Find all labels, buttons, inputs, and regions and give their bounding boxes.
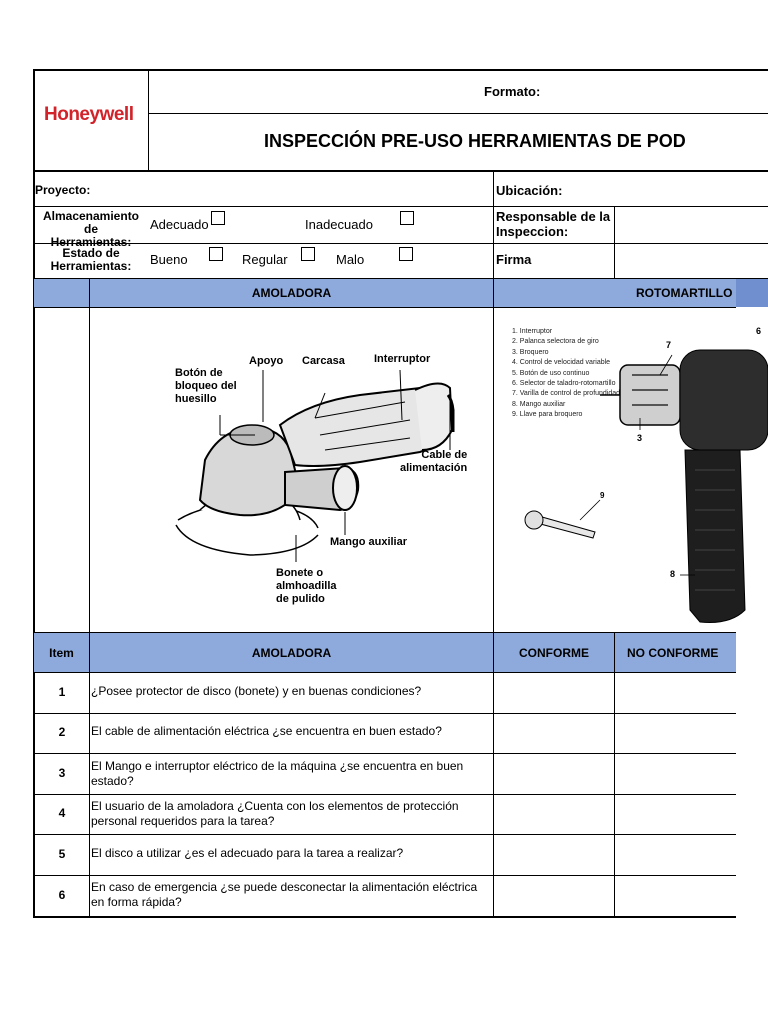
grinder-label-cable: Cable de alimentación — [400, 449, 468, 474]
col-amoladora-header: AMOLADORA — [251, 646, 332, 660]
estado-label: Estado de Herramientas: — [50, 246, 132, 273]
row-number: 4 — [58, 806, 66, 820]
conforme-cell[interactable] — [494, 876, 614, 916]
row-number: 6 — [58, 888, 66, 902]
col-no-conforme-header: NO CONFORME — [627, 646, 719, 660]
responsable-label: Responsable de la Inspeccion: — [496, 209, 611, 239]
proyecto-label: Proyecto: — [35, 183, 91, 197]
row-question: El cable de alimentación eléctrica ¿se encuentra en buen estado? — [91, 724, 442, 738]
grinder-label-carcasa: Carcasa — [302, 355, 345, 367]
row-question: El usuario de la amoladora ¿Cuenta con los elementos de protección personal requeridos para la tarea? — [91, 799, 459, 828]
col-item-header: Item — [49, 646, 74, 660]
almacenamiento-label: Almacenamiento de Herramientas: — [42, 209, 140, 249]
adecuado-checkbox[interactable] — [211, 211, 225, 225]
hammer-parts-list: 1. Interruptor 2. Palanca selectora de giro 3. Broquero 4. Control de velocidad variable 5. Botón de uso continuo 6. Selector de taladro-rotomartillo 7. Varilla de control de profundidad 8. Mango auxiliar 9. Llave para broquero — [512, 328, 621, 419]
rotomartillo-header: ROTOMARTILLO — [636, 286, 733, 300]
conforme-cell[interactable] — [494, 754, 614, 794]
row-number: 1 — [58, 685, 66, 699]
no-conforme-cell[interactable] — [615, 714, 736, 753]
grinder-label-apoyo: Apoyo — [249, 355, 284, 367]
grinder-label-boton: Botón de bloqueo del huesillo — [175, 367, 237, 405]
row-number: 5 — [58, 847, 66, 861]
grinder-label-interruptor: Interruptor — [374, 353, 431, 365]
rotohammer-diagram — [500, 310, 768, 630]
firma-label: Firma — [496, 252, 532, 267]
conforme-cell[interactable] — [494, 795, 614, 834]
conforme-cell[interactable] — [494, 673, 614, 713]
no-conforme-cell[interactable] — [615, 876, 736, 916]
hammer-callout-7: 7 — [666, 340, 672, 350]
conforme-cell[interactable] — [494, 714, 614, 753]
row-question: En caso de emergencia ¿se puede desconectar la alimentación eléctrica en forma rápida? — [91, 880, 478, 909]
inadecuado-checkbox[interactable] — [400, 211, 414, 225]
company-logo: Honeywell — [44, 104, 134, 125]
row-question: ¿Posee protector de disco (bonete) y en buenas condiciones? — [91, 684, 422, 698]
malo-label: Malo — [336, 252, 365, 267]
row-question: El Mango e interruptor eléctrico de la máquina ¿se encuentra en buen estado? — [91, 759, 464, 788]
regular-checkbox[interactable] — [301, 247, 315, 261]
regular-label: Regular — [242, 252, 288, 267]
ubicacion-label: Ubicación: — [496, 183, 563, 198]
hammer-callout-8: 8 — [670, 569, 676, 579]
formato-label: Formato: — [484, 84, 541, 99]
row-number: 2 — [58, 725, 66, 739]
grinder-label-mango: Mango auxiliar — [330, 536, 408, 548]
row-question: El disco a utilizar ¿es el adecuado para la tarea a realizar? — [91, 846, 404, 860]
hammer-callout-9: 9 — [600, 491, 605, 500]
col-conforme-header: CONFORME — [519, 646, 589, 660]
no-conforme-cell[interactable] — [615, 795, 736, 834]
no-conforme-cell[interactable] — [615, 835, 736, 875]
no-conforme-cell[interactable] — [615, 673, 736, 713]
bueno-label: Bueno — [150, 252, 188, 267]
grinder-label-bonete: Bonete o almhoadilla de pulido — [276, 567, 337, 605]
conforme-cell[interactable] — [494, 835, 614, 875]
hammer-callout-3: 3 — [637, 433, 643, 443]
row-number: 3 — [58, 766, 66, 780]
adecuado-label: Adecuado — [150, 217, 209, 232]
no-conforme-cell[interactable] — [615, 754, 736, 794]
hammer-callout-6: 6 — [756, 326, 762, 336]
malo-checkbox[interactable] — [399, 247, 413, 261]
page-title: INSPECCIÓN PRE-USO HERRAMIENTAS DE POD — [264, 131, 686, 151]
inadecuado-label: Inadecuado — [305, 217, 373, 232]
amoladora-header: AMOLADORA — [251, 286, 332, 300]
bueno-checkbox[interactable] — [209, 247, 223, 261]
